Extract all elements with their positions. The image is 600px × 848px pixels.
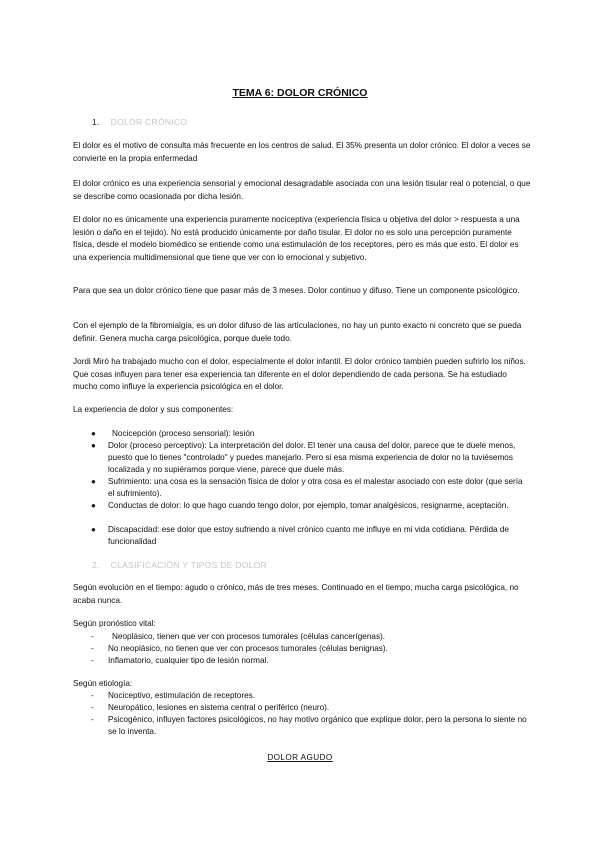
section-heading-2: [92, 560, 267, 570]
list-item: [91, 714, 531, 738]
section-heading-1: [92, 117, 187, 127]
paragraph: La experiencia de dolor y sus componentes:: [73, 405, 234, 414]
bullet-icon: ●: [91, 525, 96, 534]
list-item: [91, 643, 531, 655]
bullet-icon: ●: [91, 477, 96, 486]
list-item: [91, 524, 531, 548]
dash-icon: -: [91, 656, 94, 665]
section-number: 2.: [92, 560, 100, 570]
dash-icon: -: [91, 644, 94, 653]
dash-icon: -: [91, 703, 94, 712]
list-item-text: Neuropático, lesiones en sistema central o periférico (neuro).: [108, 703, 330, 712]
dash-icon: -: [91, 691, 94, 700]
section-label: CLASIFICACIÓN Y TIPOS DE DOLOR: [110, 560, 268, 570]
bullet-icon: ●: [91, 429, 96, 438]
list-item-text: Inflamatorio, cualquier tipo de lesión normal.: [108, 656, 269, 665]
page-title: TEMA 6: DOLOR CRÓNICO: [232, 87, 368, 99]
paragraph: El dolor no es únicamente una experiencia puramente nociceptiva (experiencia física u objetiva del dolor > respuesta a una lesión o daño en el tejido). No está producido únicamente por daño tisular. El dolor no es solo una percepción puramente física, desde el modelo biomédico se entiende como una estimulación de los receptores, pero es más que esto. El dolor es una experiencia multidimensional que tiene que ver con lo emocional y subjetivo.: [73, 215, 520, 262]
paragraph: El dolor es el motivo de consulta más frecuente en los centros de salud. El 35% presenta un dolor crónico. El dolor a veces se convierte en la propia enfermedad: [73, 141, 531, 163]
bullet-icon: ●: [91, 501, 96, 510]
bullet-icon: ●: [91, 441, 96, 450]
list-item-text: No neoplásico, no tienen que ver con procesos tumorales (células benignas).: [108, 644, 388, 653]
paragraph: Con el ejemplo de la fibromialgia, es un dolor difuso de las articulaciones, no hay un punto exacto ni concreto que se pueda definir. Genera mucha carga psicológica, porque duele todo.: [73, 321, 522, 343]
dash-icon: -: [91, 632, 94, 641]
list-item-text: Discapacidad: ese dolor que estoy sufriendo a nivel crónico cuanto me influye en mi vida cotidiana. Pérdida de funcionalidad: [108, 525, 509, 546]
list-item: [91, 631, 531, 643]
list-item: [91, 655, 531, 667]
list-item: [91, 500, 531, 512]
list-item-text: Dolor (proceso perceptivo): La interpretación del dolor. El tener una causa del dolor, parece que te duele menos, puesto que lo tienes "controlado" y puedes manejarlo. Pero si esa misma experiencia de dolor no la tuviésemos localizada y no supiéramos porque viene, parece que duele más.: [108, 441, 516, 474]
list-item: [91, 690, 531, 702]
list-item-text: Neoplásico, tienen que ver con procesos tumorales (células cancerígenas).: [112, 632, 386, 641]
list-heading: Según etiología:: [73, 679, 133, 688]
paragraph: Jordi Miró ha trabajado mucho con el dolor, especialmente el dolor infantil. El dolor crónico también pueden sufrirlo los niños. Que cosas influyen para tener esa experiencia tan diferente en el dolor dependiendo de cada persona. Se ha estudiado mucho como influye la experiencia psicológica en el dolor.: [73, 357, 526, 392]
dash-icon: -: [91, 715, 94, 724]
list-item-text: Psicogénico, influyen factores psicológicos, no hay motivo orgánico que explique dolor, pero la persona lo siente no se lo inventa.: [108, 715, 527, 736]
list-item-text: Nociceptivo, estimulación de receptores.: [108, 691, 255, 700]
paragraph: Para que sea un dolor crónico tiene que pasar más de 3 meses. Dolor continuo y difuso. Tiene un componente psicológico.: [73, 286, 520, 295]
list-item-text: Nocicepción (proceso sensorial): lesión: [112, 429, 255, 438]
paragraph: Según evolución en el tiempo: agudo o crónico, más de tres meses. Continuado en el tiempo, mucha carga psicológica, no acaba nunca.: [73, 583, 519, 605]
list-item: [91, 476, 531, 500]
list-item: [91, 702, 531, 714]
list-item: [91, 428, 531, 440]
section-label: DOLOR CRÓNICO: [110, 117, 188, 127]
next-section-heading: DOLOR AGUDO: [267, 753, 333, 762]
list-item-text: Sufrimiento: una cosa es la sensación física de dolor y otra cosa es el malestar asociado con este dolor (que sería el sufrimiento).: [108, 477, 523, 498]
list-item-text: Conductas de dolor: lo que hago cuando tengo dolor, por ejemplo, tomar analgésicos, resignarme, aceptación.: [108, 501, 509, 510]
list-heading: Según pronóstico vital:: [73, 619, 156, 628]
section-number: 1.: [92, 117, 100, 127]
paragraph: El dolor crónico es una experiencia sensorial y emocional desagradable asociada con una lesión tisular real o potencial, o que se describe como ocasionada por dicha lesión.: [73, 179, 531, 201]
list-item: [91, 440, 531, 476]
